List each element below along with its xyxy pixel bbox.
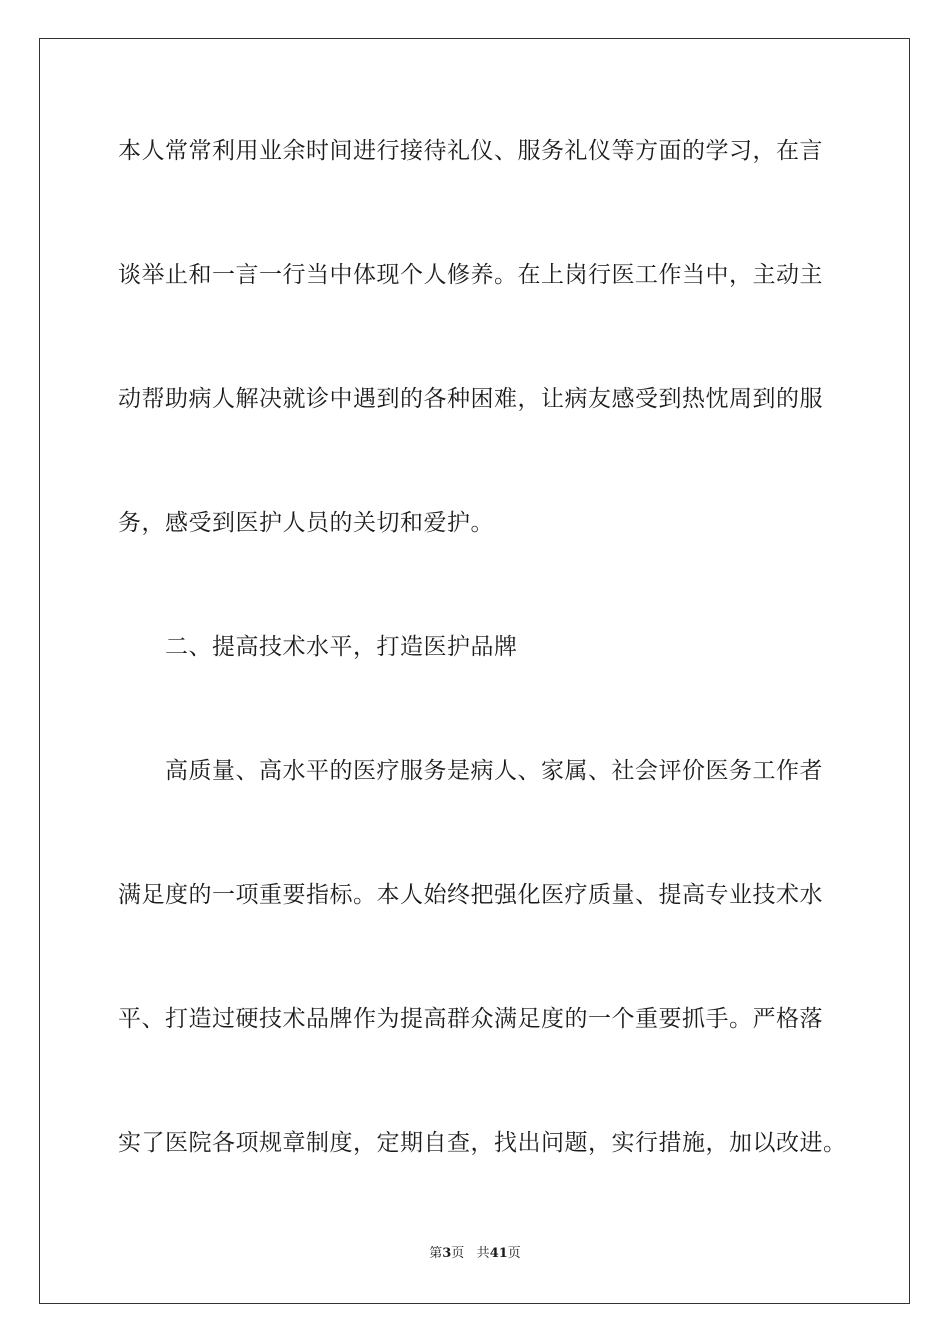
- footer-total-prefix: 共: [476, 1246, 490, 1261]
- footer-total-pages: 41: [489, 1246, 508, 1261]
- footer-page-prefix: 第: [429, 1246, 443, 1261]
- page-border: [39, 38, 910, 1304]
- paragraph-line-2: 谈举止和一言一行当中体现个人修养。在上岗行医工作当中，主动主: [118, 262, 823, 288]
- section-heading: 二、提高技术水平，打造医护品牌: [165, 634, 518, 660]
- paragraph-line-4: 务，感受到医护人员的关切和爱护。: [118, 510, 494, 536]
- page-footer: [0, 1245, 950, 1263]
- footer-page-number: 3: [442, 1246, 452, 1261]
- footer-total-suffix: 页: [507, 1246, 521, 1261]
- paragraph-line-3: 动帮助病人解决就诊中遇到的各种困难，让病友感受到热忱周到的服: [118, 386, 823, 412]
- paragraph-line-1: 本人常常利用业余时间进行接待礼仪、服务礼仪等方面的学习，在言: [118, 138, 823, 164]
- footer-page-suffix: 页: [451, 1246, 465, 1261]
- paragraph-line-6: 满足度的一项重要指标。本人始终把强化医疗质量、提高专业技术水: [118, 882, 823, 908]
- paragraph-line-8: 实了医院各项规章制度，定期自查，找出问题，实行措施，加以改进。: [118, 1130, 847, 1156]
- paragraph-line-5: 高质量、高水平的医疗服务是病人、家属、社会评价医务工作者: [165, 758, 823, 784]
- paragraph-line-7: 平、打造过硬技术品牌作为提高群众满足度的一个重要抓手。严格落: [118, 1006, 823, 1032]
